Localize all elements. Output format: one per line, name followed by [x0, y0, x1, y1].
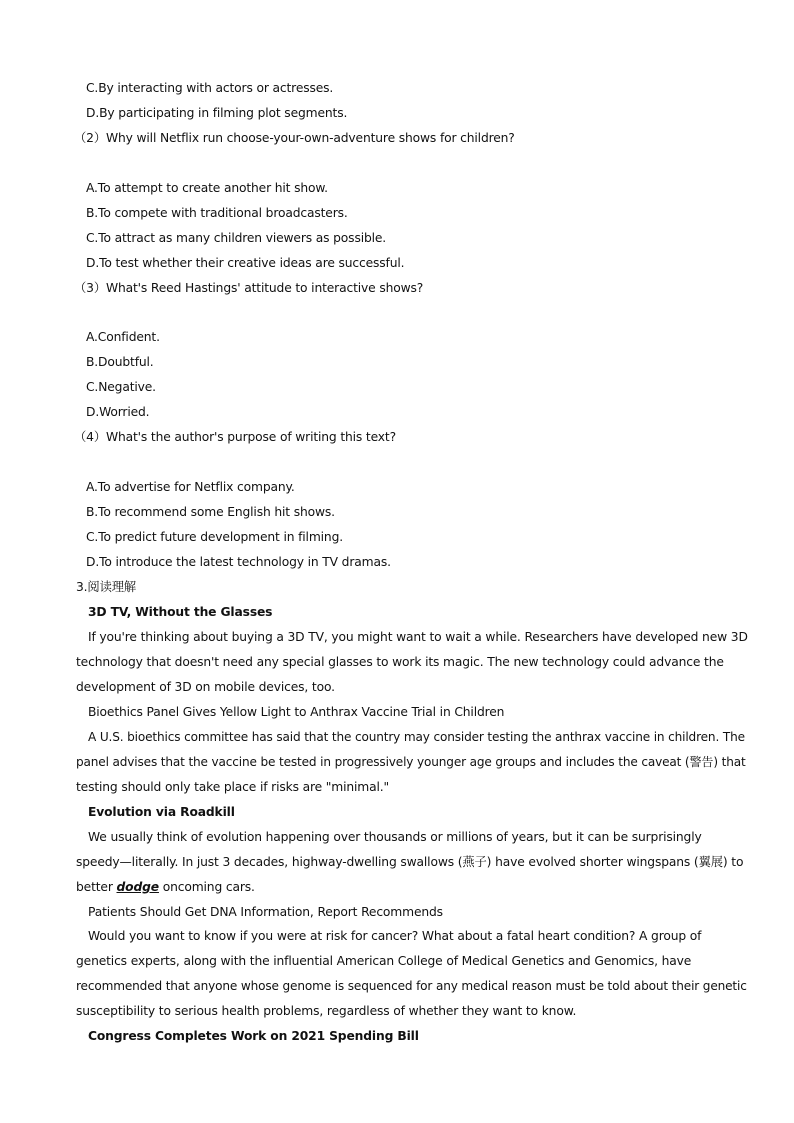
- q3-option-a: A.Confident.: [86, 330, 160, 344]
- article-text-line: A U.S. bioethics committee has said that the country may consider testing the anthrax vaccine in children. The: [88, 730, 745, 744]
- text-fragment: better: [76, 880, 117, 894]
- article-text-line: Would you want to know if you were at risk for cancer? What about a fatal heart condition? A group of: [88, 929, 702, 943]
- q2-option-a: A.To attempt to create another hit show.: [86, 181, 328, 195]
- article-title: Patients Should Get DNA Information, Report Recommends: [88, 905, 443, 919]
- q4-option-b: B.To recommend some English hit shows.: [86, 505, 335, 519]
- q3-option-d: D.Worried.: [86, 405, 150, 419]
- section-heading: 3.阅读理解: [76, 580, 137, 594]
- article-text-line: We usually think of evolution happening over thousands or millions of years, but it can be surprisingly: [88, 830, 702, 844]
- q4-option-d: D.To introduce the latest technology in TV dramas.: [86, 555, 391, 569]
- q4-question: （4）What's the author's purpose of writing this text?: [74, 430, 396, 444]
- underlined-word: dodge: [116, 880, 159, 894]
- q3-option-c: C.Negative.: [86, 380, 156, 394]
- article-text-line: technology that doesn't need any special glasses to work its magic. The new technology could advance the: [76, 655, 724, 669]
- q4-option-a: A.To advertise for Netflix company.: [86, 480, 295, 494]
- q4-option-c: C.To predict future development in filming.: [86, 530, 343, 544]
- article-title: 3D TV, Without the Glasses: [88, 605, 273, 619]
- q2-question: （2）Why will Netflix run choose-your-own-adventure shows for children?: [74, 131, 515, 145]
- article-text-line: speedy—literally. In just 3 decades, highway-dwelling swallows (燕子) have evolved shorter wingspans (翼展) to: [76, 855, 744, 869]
- article-text-line: If you're thinking about buying a 3D TV, you might want to wait a while. Researchers have developed new 3D: [88, 630, 748, 644]
- article-text-line: testing should only take place if risks are "minimal.": [76, 780, 390, 794]
- article-title: Evolution via Roadkill: [88, 805, 235, 819]
- article-text-line: panel advises that the vaccine be tested in progressively younger age groups and includes the caveat (警告) that: [76, 755, 746, 769]
- article-text-line: genetics experts, along with the influential American College of Medical Genetics and Genomics, have: [76, 954, 692, 968]
- article-text-line: development of 3D on mobile devices, too.: [76, 680, 335, 694]
- q3-option-b: B.Doubtful.: [86, 355, 154, 369]
- article-title: Congress Completes Work on 2021 Spending Bill: [88, 1029, 419, 1043]
- q2-option-d: D.To test whether their creative ideas are successful.: [86, 256, 405, 270]
- article-text-line: [76, 878, 255, 896]
- q2-option-c: C.To attract as many children viewers as possible.: [86, 231, 387, 245]
- q2-option-b: B.To compete with traditional broadcasters.: [86, 206, 348, 220]
- text-fragment: oncoming cars.: [158, 880, 255, 894]
- q1-option-c: C.By interacting with actors or actresses.: [86, 81, 334, 95]
- q1-option-d: D.By participating in filming plot segments.: [86, 106, 348, 120]
- article-title: Bioethics Panel Gives Yellow Light to Anthrax Vaccine Trial in Children: [88, 705, 505, 719]
- q3-question: （3）What's Reed Hastings' attitude to interactive shows?: [74, 281, 424, 295]
- article-text-line: recommended that anyone whose genome is sequenced for any medical reason must be told about their genetic: [76, 979, 747, 993]
- article-text-line: susceptibility to serious health problems, regardless of whether they want to know.: [76, 1004, 577, 1018]
